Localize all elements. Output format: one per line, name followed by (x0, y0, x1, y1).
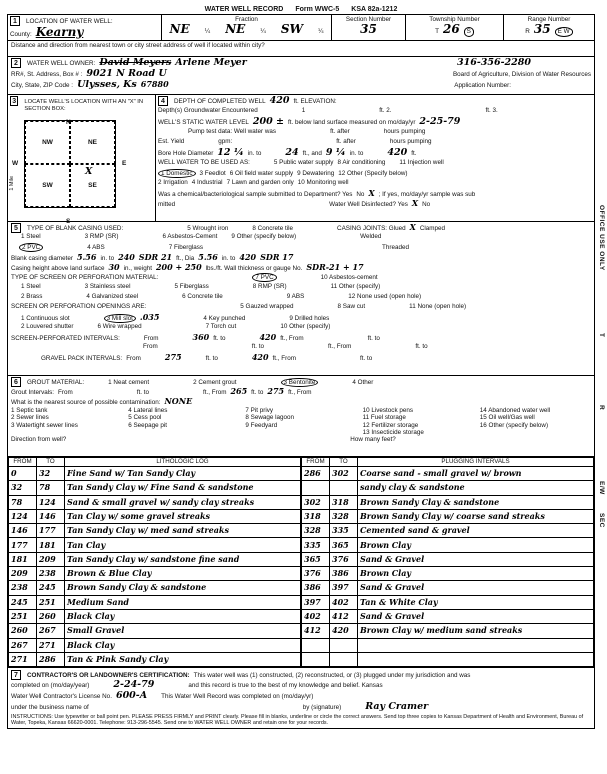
log-description[interactable]: Tan Sandy Clay w/ sandstone fine sand (65, 552, 301, 566)
depth-label: DEPTH OF COMPLETED WELL (174, 98, 266, 105)
log-row (9, 495, 301, 509)
log-from[interactable]: 260 (9, 624, 37, 638)
log-description[interactable]: Brown Clay w/ medium sand streaks (358, 624, 594, 638)
log-row (302, 509, 594, 523)
log-from[interactable]: 78 (9, 495, 37, 509)
township-value[interactable]: 26 (442, 22, 460, 37)
log-from[interactable]: 412 (302, 624, 330, 638)
log-description[interactable]: sandy clay & sandstone (358, 481, 594, 495)
log-from[interactable]: 386 (302, 581, 330, 595)
log-description[interactable]: Sand & Gravel (358, 552, 594, 566)
casing-section: 5 TYPE OF BLANK CASING USED: 5 Wrought iron 8 Concrete tile CASING JOINTS: Glued X Clamped 1 Steel 3 RMP (SR) 6 Asbestos-Cement 9 Other (specify below) Welded 2 PVC 4 ABS 7 Fiberglass Threaded Blank casing diameter 5.56 in. to 240 SDR 21 ft., Dia 5.56 in. to 420 SDR 17 Casing height above land surface 30 in., weight 200 + 250 lbs./ft. Wall thickness or gauge No. SDR-21 + 17 TYPE OF SCREEN OR PERFORATION MATERIAL: 7 PVC 10 Asbestos-cement 1 Steel 3 Stainless steel 5 Fiberglass 8 RMP (SR) 11 Other (specify) 2 Brass 4 Galvanized steel 6 Concrete tile 9 ABS 12 None used (open hole) SCREEN OR PERFORATION OPENINGS ARE: 5 Gauzed wrapped 8 Saw cut 11 None (open hole) 1 Continuous slot 3 Mill slot .035 4 Key punched 9 Drilled holes 2 Louvered shutter 6 Wire wrapped 7 Torch cut 10 Other (specify) SCREEN-PERFORATED INTERVALS: From 360 ft. to 420 ft., From ft. to From ft. to ft., From ft. to GRAVEL PACK INTERVALS: From 275 ft. to 420 ft., From ft. to (8, 222, 594, 376)
fraction-3[interactable]: SW (280, 22, 304, 37)
board-label: Board of Agriculture, Division of Water Resources (452, 70, 591, 78)
log-right (301, 457, 594, 667)
quad-ne[interactable]: NE (70, 121, 115, 164)
owner-name[interactable]: Arlene Meyer (175, 57, 247, 68)
log-row (9, 652, 301, 666)
log-description[interactable]: Black Clay (65, 638, 301, 652)
log-to[interactable]: 177 (37, 524, 65, 538)
log-description[interactable]: Coarse sand - small gravel w/ brown (358, 467, 594, 481)
log-row (9, 524, 301, 538)
distance-label: Distance and direction from nearest town or city street address of well if located within city? (11, 42, 265, 49)
log-row (9, 638, 301, 652)
log-to[interactable]: 78 (37, 481, 65, 495)
office-use-label: OFFICE USE ONLY (598, 205, 605, 271)
log-to[interactable]: 32 (37, 467, 65, 481)
form-title: WATER WELL RECORD (204, 5, 284, 13)
township-cell: Township Number T 26 S (406, 15, 504, 40)
log-to[interactable]: 271 (37, 638, 65, 652)
static-level[interactable]: 200 ± (252, 115, 285, 127)
static-date[interactable]: 2-25-79 (419, 115, 461, 127)
log-row (302, 481, 594, 495)
log-description[interactable] (358, 652, 594, 666)
locate-box-cell: 3 LOCATE WELL'S LOCATION WITH AN "X" IN SECTION BOX: N W E 1 Mile NW NE SW SE X S (8, 95, 156, 221)
log-to[interactable] (330, 652, 358, 666)
log-from[interactable] (302, 638, 330, 652)
casing-pvc[interactable]: 2 PVC (19, 243, 43, 252)
license-no[interactable]: 600-A (115, 690, 148, 702)
log-description[interactable]: Tan & White Clay (358, 595, 594, 609)
certification-section: 7 CONTRACTOR'S OR LANDOWNER'S CERTIFICATION: This water well was (1) constructed, (2) reconstructed, or (3) plugged under my jurisdiction and was completed on (mo/day/year) 2-24-79 and this record is true to the best of my knowledge and belief. Kansas Water Well Contractor's License No. 600-A This Water Well Record was completed on (mo/day/yr) under the business name of by (signature) Ray Cramer INSTRUCTIONS: Use typewriter or ball point pen. PLEASE PRESS FIRMLY and PRINT clearly. Please fill in blanks, underline or circle the correct answers. Send top three copies to Kansas Department of Health and Environment, Bureau of Water, Topeka, Kansas 66620-0001. Telephone: 913-296-5545. Send one to WATER WELL OWNER and retain one for your records. (8, 668, 594, 728)
location-row (8, 15, 594, 41)
owner-section: 2 WATER WELL OWNER: David Meyers Arlene Meyer 316-356-2280 RR#, St. Address, Box # : 9021 N Road U Board of Agriculture, Division of Water Resources City, State, ZIP Code : Ulysses, Ks 67880 Application Number: (8, 57, 594, 95)
log-row (9, 467, 301, 481)
log-description[interactable]: Brown Clay (358, 567, 594, 581)
well-details-row (8, 95, 594, 226)
log-description[interactable]: Brown Sandy Clay w/ coarse sand streaks (358, 509, 594, 523)
instructions: INSTRUCTIONS: Use typewriter or ball point pen. PLEASE PRESS FIRMLY and PRINT clearly. Please fill in blanks, underline or circle the correct answers. Send top three copies to Kansas Department of Health and Environment, Bureau of Water, Topeka, Kansas 66620-0001. Telephone: 913-296-5545. Send one to WATER WELL OWNER and retain one for your records. (11, 713, 584, 727)
quad-se[interactable]: SE (70, 164, 115, 207)
disinfected-x[interactable]: X (411, 197, 419, 208)
log-from[interactable]: 177 (9, 538, 37, 552)
log-to[interactable]: 260 (37, 609, 65, 623)
gravel-from[interactable]: 275 (164, 352, 182, 363)
address-label: RR#, St. Address, Box # : (11, 70, 83, 78)
log-to[interactable]: 302 (330, 467, 358, 481)
grout-bentonite[interactable]: 3 Bentonite (281, 378, 319, 387)
casing-heading: TYPE OF BLANK CASING USED: (27, 225, 124, 232)
log-from[interactable]: 318 (302, 509, 330, 523)
log-to[interactable]: 335 (330, 524, 358, 538)
grout-section: 6 GROUT MATERIAL: 1 Neat cement 2 Cement grout 3 Bentonite 4 Other Grout Intervals: From ft. to ft., From 265 ft. to 275 ft., From What is the nearest source of possible contamination: NONE 1 Septic tank 4 Lateral lines 7 Pit privy 10 Livestock pens 14 Abandoned water well 2 Sewer lines 5 Cess pool 8 Sewage lagoon 11 Fuel storage 15 Oil well/Gas well 3 Watertight sewer lines 6 Seepage pit 9 Feedyard 12 Fertilizer storage 16 Other (specify below) 13 Insecticide storage Direction from well? How many feet? (8, 376, 594, 457)
city-value[interactable]: Ulysses, Ks (77, 78, 137, 90)
log-row (302, 467, 594, 481)
use-domestic[interactable]: 1 Domestic (158, 169, 196, 178)
log-from[interactable] (302, 652, 330, 666)
log-row (302, 595, 594, 609)
county-label: County: (10, 31, 32, 38)
log-to[interactable]: 420 (330, 624, 358, 638)
log-table-left: FROM TO LITHOLOGIC LOG 0 32 Fine Sand w/ Tan Sandy Clay 32 78 Tan Sandy Clay w/ Fine Sand & sandstone 78 124 Sand & small gravel w/ sandy clay streaks 124 146 Tan Clay w/ some gravel streaks 146 177 Tan Sandy Clay w/ med sand streaks 177 181 Tan Clay 181 209 Tan Sandy Clay w/ sandstone fine sand 209 238 Brown & Blue Clay 238 245 Brown Sandy Clay & sandstone 245 251 Medium Sand 251 260 Black Clay 260 267 Small Gravel 267 271 Black Clay 271 286 Tan & Pink Sandy Clay (8, 457, 301, 667)
log-from[interactable]: 376 (302, 567, 330, 581)
log-row (9, 481, 301, 495)
log-from[interactable]: 267 (9, 638, 37, 652)
log-to[interactable]: 318 (330, 495, 358, 509)
log-description[interactable]: Brown Sandy Clay & sandstone (65, 581, 301, 595)
log-from[interactable]: 286 (302, 467, 330, 481)
application-label: Application Number: (454, 81, 511, 89)
log-row (9, 624, 301, 638)
log-from[interactable]: 238 (9, 581, 37, 595)
casing-height[interactable]: 30 (108, 262, 120, 272)
contamination-grid: 1 Septic tank 4 Lateral lines 7 Pit privy 10 Livestock pens 14 Abandoned water well 2 Sewer lines 5 Cess pool 8 Sewage lagoon 11 Fuel storage 15 Oil well/Gas well 3 Watertight sewer lines 6 Seepage pit 9 Feedyard 12 Fertilizer storage 16 Other (specify below) 13 Insecticide storage (11, 407, 551, 436)
log-to[interactable]: 124 (37, 495, 65, 509)
screen-from[interactable]: 360 (192, 332, 210, 343)
log-to[interactable] (330, 481, 358, 495)
bore-dia-2[interactable]: 9 ¼ (325, 146, 346, 158)
address-value[interactable]: 9021 N Road U (86, 67, 167, 79)
log-description[interactable]: Sand & Gravel (358, 609, 594, 623)
casing-weight[interactable]: 200 + 250 (155, 262, 202, 272)
log-to[interactable]: 328 (330, 509, 358, 523)
log-row (302, 495, 594, 509)
log-from[interactable]: 397 (302, 595, 330, 609)
mill-slot-size[interactable]: .035 (139, 312, 160, 322)
bore-to-1[interactable]: 24 (285, 146, 299, 158)
casing-dia[interactable]: 5.56 (76, 252, 97, 262)
fraction-label: Fraction (235, 16, 258, 23)
section-label: Section Number (345, 16, 392, 23)
log-to[interactable]: 286 (37, 652, 65, 666)
log-description[interactable]: Tan & Pink Sandy Clay (65, 652, 301, 666)
log-to[interactable]: 146 (37, 509, 65, 523)
owner-name-struck: David Meyers (99, 57, 172, 68)
city-label: City, State, ZIP Code : (11, 81, 74, 89)
log-description[interactable]: Sand & Gravel (358, 581, 594, 595)
range-dir[interactable]: E W (555, 27, 573, 36)
log-description[interactable]: Tan Sandy Clay w/ med sand streaks (65, 524, 301, 538)
grout-from[interactable]: 265 (230, 386, 248, 397)
log-row (9, 552, 301, 566)
log-row (302, 581, 594, 595)
log-to[interactable]: 238 (37, 567, 65, 581)
log-description[interactable]: Brown Clay (358, 538, 594, 552)
log-description[interactable]: Sand & small gravel w/ sandy clay streaks (65, 495, 301, 509)
location-heading: LOCATION OF WATER WELL: (26, 18, 113, 25)
quad-sw[interactable]: SW (25, 164, 70, 207)
log-from[interactable]: 328 (302, 524, 330, 538)
quad-nw[interactable]: NW (25, 121, 70, 164)
fraction-1[interactable]: NE (169, 22, 190, 37)
fraction-2[interactable]: NE (225, 22, 246, 37)
log-to[interactable]: 412 (330, 609, 358, 623)
bore-dia-1[interactable]: 12 ¼ (217, 146, 244, 158)
log-from[interactable]: 181 (9, 552, 37, 566)
log-row (302, 638, 594, 652)
form-body: 1 LOCATION OF WATER WELL: County: Kearny Fraction NE ¼ NE ¼ SW ¼ Section Number 35 Township Number T 26 S Range Number R 35 E W Distance and direction from nearest town or city street address of well if located within city? 2 WATER WELL OWNER: David Meyers Arlene Meyer 316-356-2280 RR#, St. Address, Box # : 9021 N Road U Board of Agriculture, Division of Water Resources City, State, ZIP Code : Ulysses, Ks 67880 Application Number: 3 LOCATE WELL'S LOCATION WITH AN "X" IN SECTION BOX: N W E 1 Mile NW NE SW SE X S 4 DEPTH OF COMPLETED WELL 420 ft. ELEVATION: Depth(s) Groundwater Encountered 1 ft. 2. ft. 3. WELL'S STATIC WATER LEVEL 200 ± ft. below land surface measured on mo/day/yr 2-25-79 Pump test data: Well water was ft. after hours pumping Est. Yield gpm: ft. after hours pumping Bore Hole Diameter 12 ¼ in. to 24 ft., and 9 ¼ in. to 420 ft. WELL WATER TO BE USED AS: 5 Public water supply 8 Air conditioning 11 Injection well 1 Domestic 3 Feedlot 6 Oil field water supply 9 Dewatering 12 Other (Specify below) 2 Irrigation 4 Industrial 7 Lawn and garden only 10 Monitoring well Was a chemical/bacteriological sample submitted to Department? Yes No X ; If yes, mo/day/yr sample was sub mitted Water Well Disinfected? Yes X No 5 TYPE OF BLANK CASING USED: 5 Wrought iron 8 Concrete tile CASING JOINTS: Glued X Clamped 1 Steel 3 RMP (SR) 6 Asbestos-Cement 9 Other (specify below) Welded 2 PVC 4 ABS 7 Fiberglass Threaded Blank casing diameter 5.56 in. to 240 SDR 21 ft., Dia 5.56 in. to 420 SDR 17 Casing height above land surface 30 in., weight 200 + 250 lbs./ft. Wall thickness or gauge No. SDR-21 + 17 TYPE OF SCREEN OR PERFORATION MATERIAL: 7 PVC 10 Asbestos-cement 1 Steel 3 Stainless steel 5 Fiberglass 8 RMP (SR) 11 Other (specify) 2 Brass 4 Galvanized steel 6 Concrete tile 9 ABS 12 None used (open hole) SCREEN OR PERFORATION OPENINGS ARE: 5 Gauzed wrapped 8 Saw cut 11 None (open hole) 1 Continuous slot 3 Mill slot .035 4 Key punched 9 Drilled holes 2 Louvered shutter 6 Wire wrapped 7 Torch cut 10 Other (specify) SCREEN-PERFORATED INTERVALS: From 360 ft. to 420 ft., From ft. to From ft. to ft., From ft. to GRAVEL PACK INTERVALS: From 275 ft. to 420 ft., From ft. to 6 GROUT MATERIAL: 1 Neat cement 2 Cement grout 3 Bentonite 4 Other Grout Intervals: From ft. to ft., From 265 ft. to 275 ft., From What is the nearest source of possible contamination: NONE 1 Septic tank 4 Lateral lines 7 Pit privy 10 Livestock pens 14 Abandoned water well 2 Sewer lines 5 Cess pool 8 Sewage lagoon 11 Fuel storage 15 Oil well/Gas well 3 Watertight sewer lines 6 Seepage pit 9 Feedyard 12 Fertilizer storage 16 Other (specify below) 13 Insecticide storage Direction from well? How many feet? FROM TO LITHOLOGIC LOG 0 32 Fine Sand w/ Tan Sandy Clay 32 78 Tan Sandy Clay w/ Fine Sand & sandstone 78 124 Sand & small gravel w/ sandy clay streaks 124 146 Tan Clay w/ some gravel streaks 146 177 Tan Sandy Clay w/ med sand streaks 177 181 Tan Clay 181 209 Tan Sandy Clay w/ sandstone fine sand 209 238 Brown & Blue Clay 238 245 Brown Sandy Clay & sandstone 245 251 Medium Sand 251 260 Black Clay 260 267 Small Gravel 267 271 Black Clay 271 286 Tan & Pink Sandy Clay FROM TO PLUGGING INTERVALS 286 302 Coarse sand - small gravel w/ brown sandy clay & sandstone 302 318 Brown Sandy Clay & sandstone 318 328 Brown Sandy Clay w/ coarse sand streaks 328 335 Cemented sand & gravel 335 365 Brown Clay 365 376 Sand & Gravel 376 386 Brown Clay 386 397 Sand & Gravel 397 402 Tan & White Clay 402 412 Sand & Gravel 412 420 Brown Clay w/ medium sand streaks 7 CONTRACTOR'S OR LANDOWNER'S CERTIFICATION: This water well was (1) constructed, (2) reconstructed, or (3) plugged under my jurisdiction and was completed on (mo/day/year) 2-24-79 and this record is true to the best of my knowledge and belief. Kansas Water Well Contractor's License No. 600-A This Water Well Record was completed on (mo/day/yr) under the business name of by (signature) Ray Cramer INSTRUCTIONS: Use typewriter or ball point pen. PLEASE PRESS FIRMLY and PRINT clearly. Please fill in blanks, underline or circle the correct answers. Send top three copies to Kansas Department of Health and Environment, Bureau of Water, Topeka, Kansas 66620-0001. Telephone: 913-296-5545. Send one to WATER WELL OWNER and retain one for your records. OFFICE USE ONLY T R E/W SEC (7, 14, 595, 729)
log-from[interactable] (302, 481, 330, 495)
section-box[interactable] (24, 120, 116, 208)
grout-to[interactable]: 275 (267, 386, 285, 397)
log-from[interactable]: 0 (9, 467, 37, 481)
log-to[interactable]: 365 (330, 538, 358, 552)
form-number: Form WWC-5 (295, 5, 340, 13)
log-row (9, 509, 301, 523)
log-row (302, 567, 594, 581)
log-row (9, 538, 301, 552)
township-dir[interactable]: S (464, 27, 474, 36)
log-description[interactable] (358, 638, 594, 652)
chem-x[interactable]: X (368, 187, 375, 198)
completed-date[interactable]: 2-24-79 (113, 679, 155, 691)
distance-row (8, 41, 594, 57)
log-from[interactable]: 302 (302, 495, 330, 509)
locate-heading: LOCATE WELL'S LOCATION WITH AN "X" IN SECTION BOX: (24, 99, 144, 112)
form-header (7, 4, 595, 14)
log-row (302, 624, 594, 638)
log-to[interactable]: 402 (330, 595, 358, 609)
log-description[interactable]: Fine Sand w/ Tan Sandy Clay (65, 467, 301, 481)
log-description[interactable]: Tan Clay (65, 538, 301, 552)
log-description[interactable]: Brown & Blue Clay (65, 567, 301, 581)
log-to[interactable]: 245 (37, 581, 65, 595)
log-description[interactable]: Medium Sand (65, 595, 301, 609)
fraction-cell: Fraction NE ¼ NE ¼ SW ¼ (162, 15, 332, 40)
log-row (9, 609, 301, 623)
log-to[interactable]: 181 (37, 538, 65, 552)
log-description[interactable]: Tan Clay w/ some gravel streaks (65, 509, 301, 523)
log-description[interactable]: Black Clay (65, 609, 301, 623)
log-row (302, 552, 594, 566)
completed-well-cell: 4 DEPTH OF COMPLETED WELL 420 ft. ELEVATION: Depth(s) Groundwater Encountered 1 ft. 2. ft. 3. WELL'S STATIC WATER LEVEL 200 ± ft. below land surface measured on mo/day/yr 2-25-79 Pump test data: Well water was ft. after hours pumping Est. Yield gpm: ft. after hours pumping Bore Hole Diameter 12 ¼ in. to 24 ft., and 9 ¼ in. to 420 ft. WELL WATER TO BE USED AS: 5 Public water supply 8 Air conditioning 11 Injection well 1 Domestic 3 Feedlot 6 Oil field water supply 9 Dewatering 12 Other (Specify below) 2 Irrigation 4 Industrial 7 Lawn and garden only 10 Monitoring well Was a chemical/bacteriological sample submitted to Department? Yes No X ; If yes, mo/day/yr sample was sub mitted Water Well Disinfected? Yes X No (158, 95, 498, 208)
depth-value[interactable]: 420 (269, 95, 290, 106)
screen-to[interactable]: 420 (259, 332, 277, 343)
log-from[interactable]: 245 (9, 595, 37, 609)
log-description[interactable]: Tan Sandy Clay w/ Fine Sand & sandstone (65, 481, 301, 495)
range-value[interactable]: 35 (533, 22, 551, 37)
log-to[interactable]: 209 (37, 552, 65, 566)
log-from[interactable]: 335 (302, 538, 330, 552)
log-from[interactable]: 251 (9, 609, 37, 623)
log-row (302, 609, 594, 623)
range-label: Range Number (527, 16, 571, 23)
location-x-mark: X (85, 166, 93, 178)
log-from[interactable]: 209 (9, 567, 37, 581)
log-to[interactable]: 376 (330, 552, 358, 566)
log-from[interactable]: 32 (9, 481, 37, 495)
log-description[interactable]: Small Gravel (65, 624, 301, 638)
zip-value[interactable]: 67880 (140, 78, 169, 89)
township-label: Township Number (429, 16, 480, 23)
log-from[interactable]: 365 (302, 552, 330, 566)
signature: Ray Cramer (365, 701, 429, 712)
casing-wall[interactable]: SDR-21 + 17 (306, 262, 364, 272)
log-description[interactable]: Brown Sandy Clay & sandstone (358, 495, 594, 509)
log-from[interactable]: 124 (9, 509, 37, 523)
owner-heading: WATER WELL OWNER: (27, 60, 96, 67)
ksa-number: KSA 82a-1212 (351, 5, 398, 13)
section-value[interactable]: 35 (360, 22, 377, 37)
log-table-right: FROM TO PLUGGING INTERVALS 286 302 Coarse sand - small gravel w/ brown sandy clay & sandstone 302 318 Brown Sandy Clay & sandstone 318 328 Brown Sandy Clay w/ coarse sand streaks 328 335 Cemented sand & gravel 335 365 Brown Clay 365 376 Sand & Gravel 376 386 Brown Clay 386 397 Sand & Gravel 397 402 Tan & White Clay 402 412 Sand & Gravel 412 420 Brown Clay w/ medium sand streaks (301, 457, 594, 667)
contamination-source[interactable]: NONE (164, 396, 193, 407)
owner-phone[interactable]: 316-356-2280 (457, 57, 531, 68)
log-description[interactable]: Cemented sand & gravel (358, 524, 594, 538)
log-row (302, 538, 594, 552)
log-left (8, 457, 301, 667)
lithologic-log (8, 457, 594, 668)
log-row (9, 581, 301, 595)
log-from[interactable]: 271 (9, 652, 37, 666)
bore-to-2[interactable]: 420 (387, 146, 408, 158)
section-cell (332, 15, 406, 40)
log-row (9, 595, 301, 609)
log-row (302, 524, 594, 538)
log-to[interactable]: 386 (330, 567, 358, 581)
log-row (9, 567, 301, 581)
log-from[interactable]: 146 (9, 524, 37, 538)
county-cell: 1 LOCATION OF WATER WELL: County: Kearny (8, 15, 162, 40)
log-to[interactable] (330, 638, 358, 652)
county-value[interactable]: Kearny (35, 25, 84, 39)
log-from[interactable]: 402 (302, 609, 330, 623)
log-to[interactable]: 267 (37, 624, 65, 638)
log-to[interactable]: 397 (330, 581, 358, 595)
log-to[interactable]: 251 (37, 595, 65, 609)
gravel-to[interactable]: 420 (251, 352, 269, 363)
range-cell: Range Number R 35 E W (504, 15, 594, 40)
log-row (302, 652, 594, 666)
